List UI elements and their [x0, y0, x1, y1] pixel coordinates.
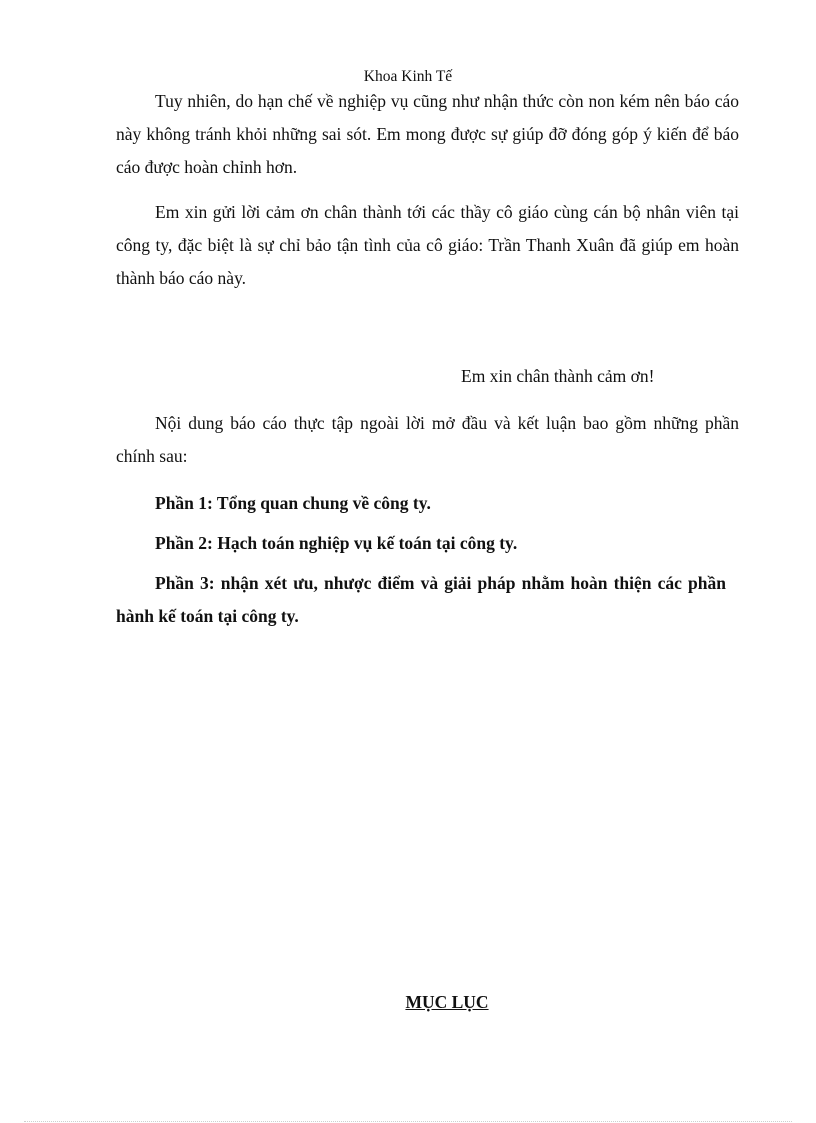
page-header: Khoa Kinh Tế: [363, 68, 453, 85]
part-3-item: Phần 3: nhận xét ưu, nhược điểm và giải pháp nhằm hoàn thiện các phần hành kế toán tại công ty.: [116, 573, 726, 626]
thanks-line: Em xin chân thành cảm ơn!: [461, 366, 655, 386]
part-1-item: Phần 1: Tổng quan chung về công ty.: [155, 493, 431, 513]
page-bottom-divider: [24, 1121, 792, 1122]
table-of-contents-title: MỤC LỤC: [405, 992, 489, 1012]
paragraph-contents-intro: Nội dung báo cáo thực tập ngoài lời mở đầu và kết luận bao gồm những phần chính sau:: [116, 413, 739, 466]
paragraph-acknowledgement: Em xin gửi lời cảm ơn chân thành tới các thầy cô giáo cùng cán bộ nhân viên tại công ty, đặc biệt là sự chỉ bảo tận tình của cô giáo: Trần Thanh Xuân đã giúp em hoàn thành báo cáo này.: [116, 202, 739, 288]
paragraph-limitations: Tuy nhiên, do hạn chế về nghiệp vụ cũng như nhận thức còn non kém nên báo cáo này không tránh khỏi những sai sót. Em mong được sự giúp đỡ đóng góp ý kiến để báo cáo được hoàn chỉnh hơn.: [116, 91, 739, 177]
part-2-item: Phần 2: Hạch toán nghiệp vụ kế toán tại công ty.: [155, 533, 518, 553]
